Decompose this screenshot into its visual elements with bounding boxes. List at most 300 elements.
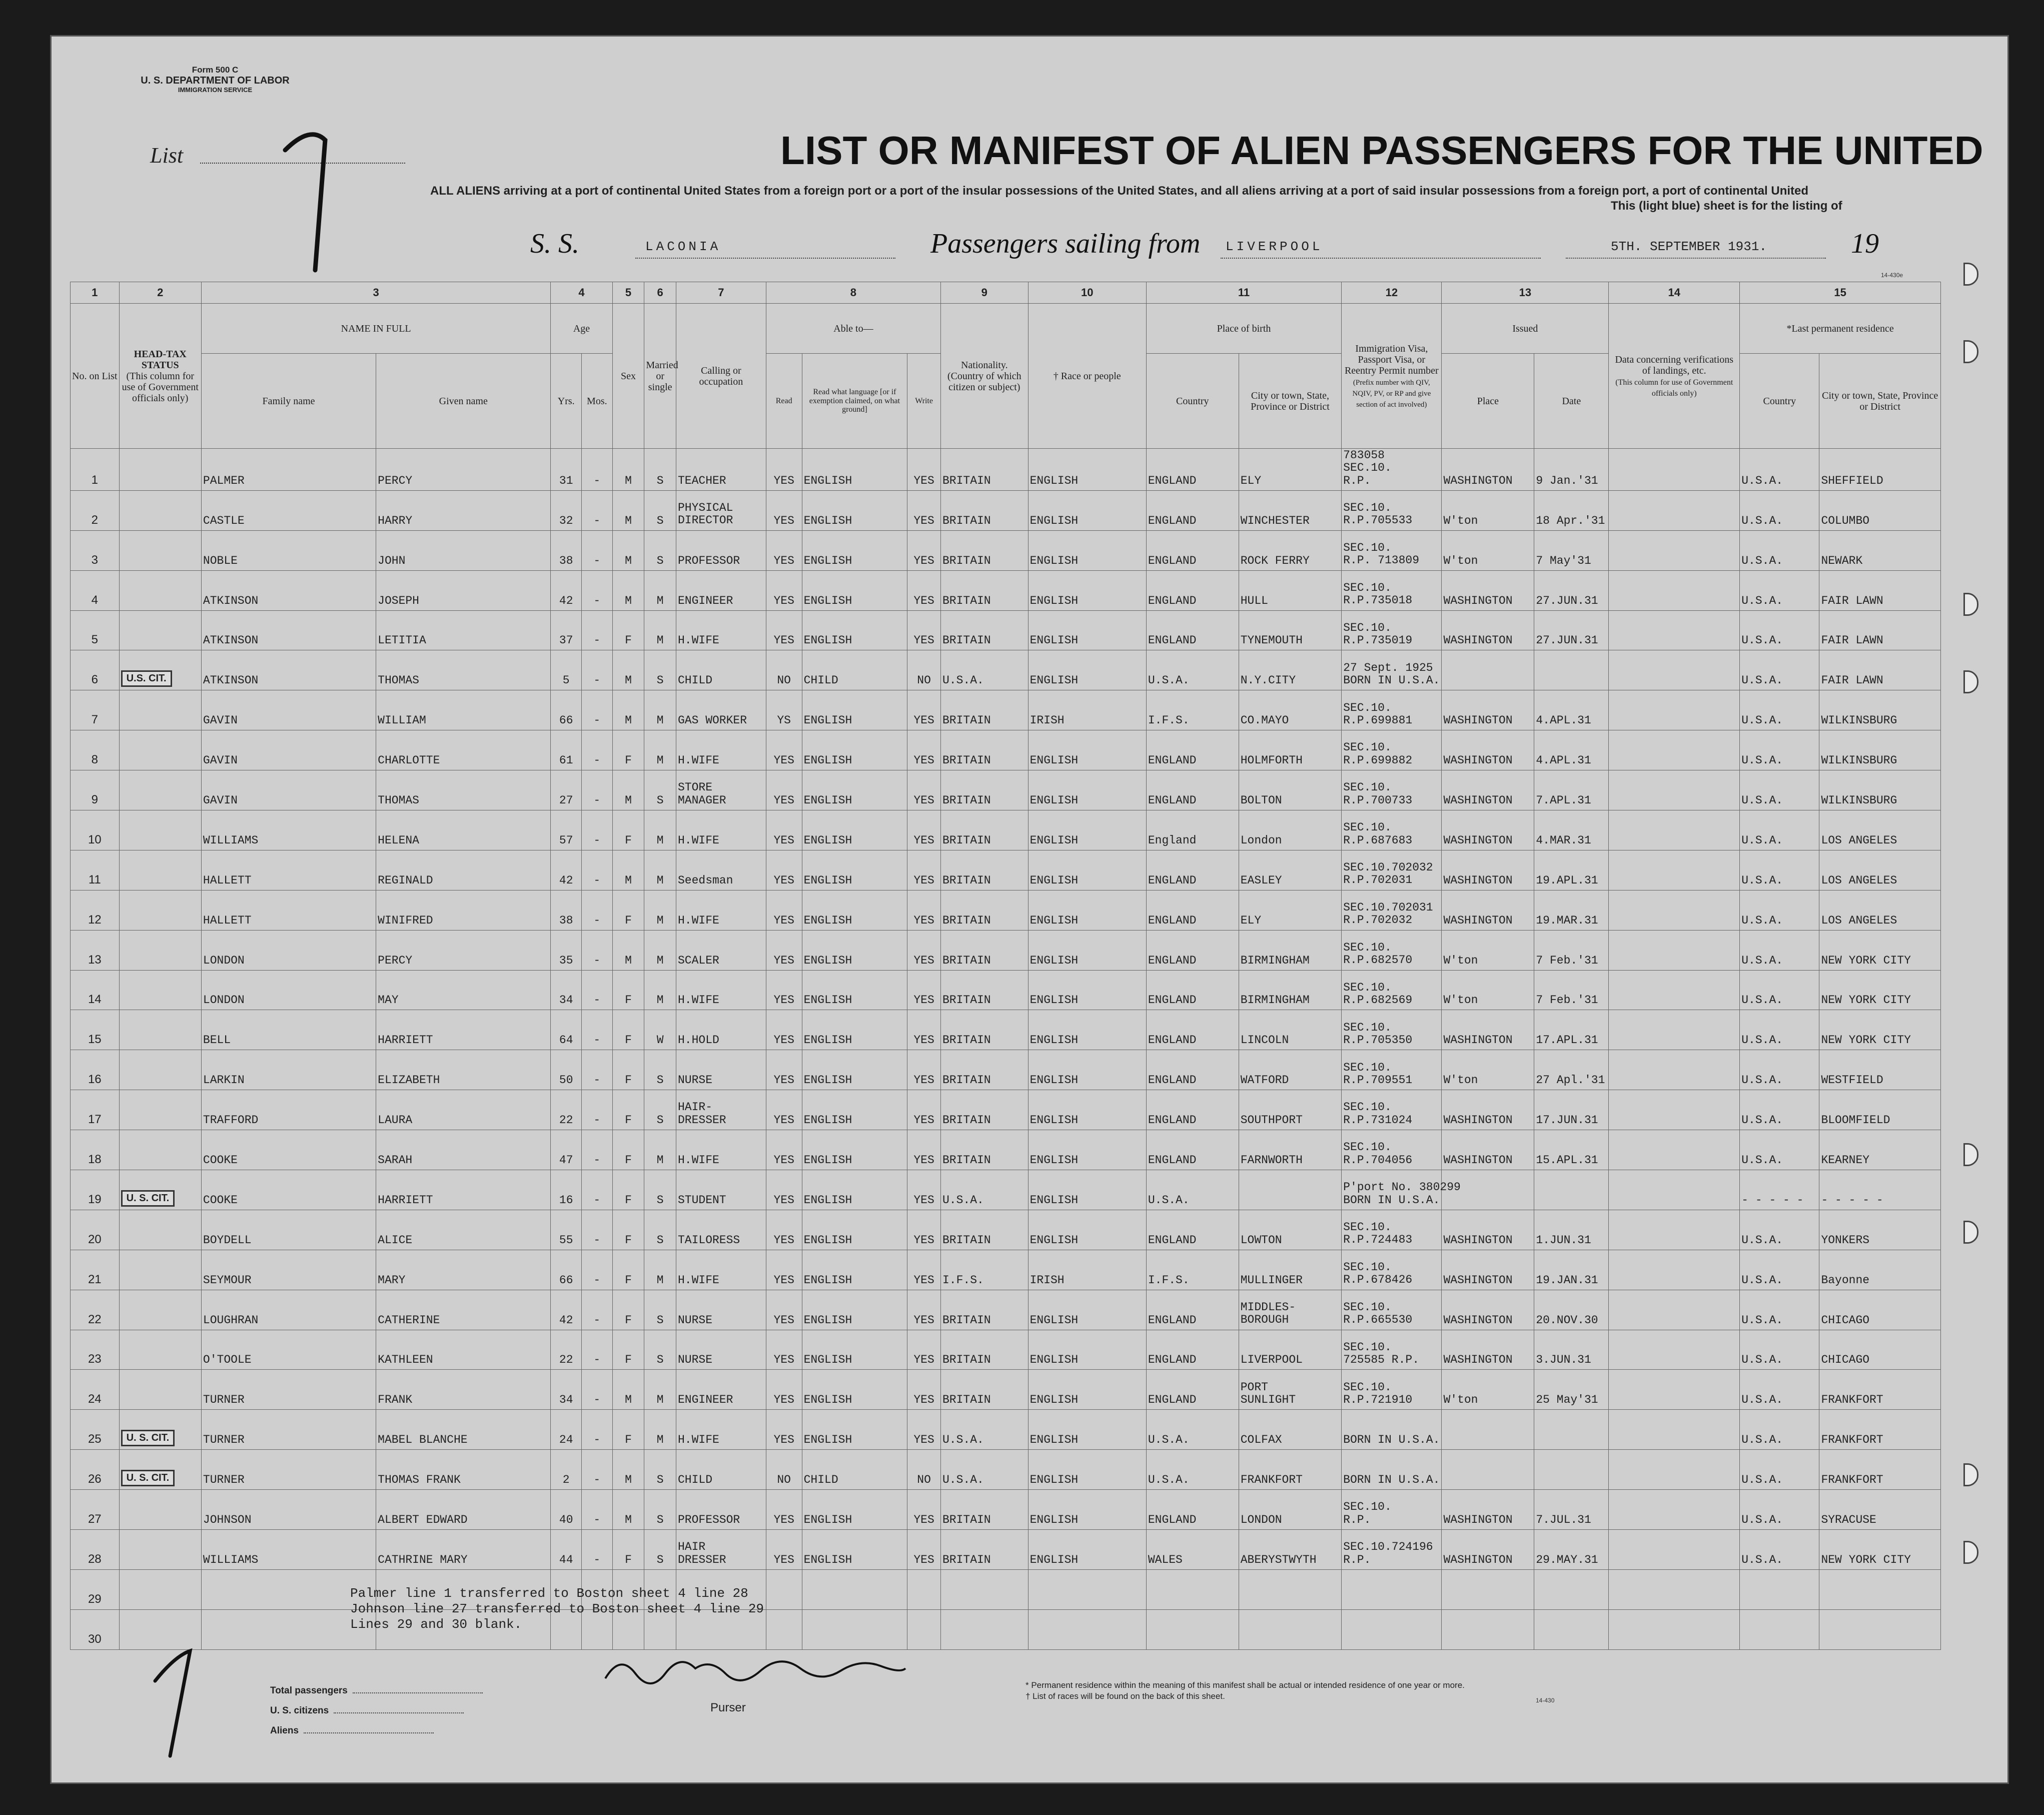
marital-status	[644, 650, 676, 690]
occupation	[676, 1330, 766, 1370]
birth-city	[1239, 1210, 1341, 1250]
row-number-text: 16	[88, 1073, 102, 1087]
can-read-text: YES	[773, 1114, 794, 1127]
col-num-2: 2	[119, 282, 201, 304]
nationality	[940, 810, 1028, 850]
verification	[1609, 690, 1740, 730]
verification	[1609, 1450, 1740, 1490]
residence-city	[1819, 1290, 1941, 1330]
can-write-text: NO	[917, 674, 931, 687]
row-number-text: 23	[88, 1352, 102, 1366]
visa-number	[1342, 530, 1442, 570]
table-row	[71, 1050, 1941, 1090]
birth-city-text: HULL	[1240, 594, 1268, 607]
race-text: ENGLISH	[1030, 1193, 1079, 1207]
can-write	[907, 890, 941, 930]
header-given-name: Given name	[376, 354, 551, 449]
can-write	[907, 1250, 941, 1290]
issued-place-text: W'ton	[1443, 514, 1478, 527]
table-row	[71, 650, 1941, 690]
can-read	[766, 1090, 802, 1130]
age-months	[582, 730, 613, 770]
marital-status	[644, 1370, 676, 1410]
age-months	[582, 1290, 613, 1330]
residence-city	[1819, 490, 1941, 530]
can-write	[907, 1010, 941, 1050]
header-visa	[1342, 304, 1442, 449]
marital-status	[644, 449, 676, 491]
nationality	[940, 1609, 1028, 1649]
race	[1028, 1529, 1146, 1569]
race-text: ENGLISH	[1030, 1233, 1079, 1247]
issued-date-text: 29.MAY.31	[1536, 1553, 1598, 1566]
issued-place-text: WASHINGTON	[1443, 1153, 1513, 1167]
issued-date	[1534, 970, 1609, 1010]
row-number-text: 29	[88, 1592, 102, 1606]
nationality-text: BRITAIN	[942, 1553, 991, 1566]
row-number-text: 1	[91, 473, 98, 487]
race	[1028, 1450, 1146, 1490]
can-read	[766, 1210, 802, 1250]
nationality	[940, 490, 1028, 530]
can-write	[907, 490, 941, 530]
race-text: ENGLISH	[1030, 1393, 1079, 1407]
birth-country	[1146, 930, 1239, 970]
occupation	[676, 449, 766, 491]
birth-city	[1239, 570, 1341, 610]
family-name-text: TURNER	[203, 1433, 245, 1447]
total-passengers-line	[270, 1681, 483, 1701]
birth-country	[1146, 810, 1239, 850]
residence-city-text: WILKINSBURG	[1821, 714, 1897, 727]
issued-place	[1442, 970, 1534, 1010]
age-months	[582, 1090, 613, 1130]
nationality-text: BRITAIN	[942, 554, 991, 567]
birth-city-text: London	[1240, 833, 1282, 847]
can-read	[766, 1450, 802, 1490]
head-tax-status	[119, 890, 201, 930]
sex-text: F	[625, 1193, 632, 1207]
read-language	[802, 1529, 907, 1569]
read-language-text: ENGLISH	[803, 954, 852, 967]
family-name-text: TRAFFORD	[203, 1114, 259, 1127]
sex	[612, 1410, 644, 1450]
can-read	[766, 690, 802, 730]
issued-date	[1534, 1450, 1609, 1490]
birth-country-text: ENGLAND	[1148, 1153, 1197, 1167]
issued-place	[1442, 730, 1534, 770]
birth-city	[1239, 1090, 1341, 1130]
page-title: LIST OR MANIFEST OF ALIEN PASSENGERS FOR THE UNITED	[780, 128, 1983, 173]
header-birth-country: Country	[1146, 354, 1239, 449]
head-tax-status	[119, 1130, 201, 1170]
table-row	[71, 449, 1941, 491]
issued-date	[1534, 570, 1609, 610]
marital-status-text: S	[656, 1553, 664, 1566]
issued-place-text: WASHINGTON	[1443, 1273, 1513, 1287]
sex-text: M	[625, 1473, 632, 1487]
can-read	[766, 770, 802, 810]
residence-city	[1819, 930, 1941, 970]
can-write	[907, 810, 941, 850]
nationality-text: U.S.A.	[942, 1193, 984, 1207]
occupation-text: PROFESSOR	[677, 1513, 740, 1526]
occupation-text: ENGINEER	[677, 594, 733, 607]
birth-city-text: EASLEY	[1240, 873, 1282, 887]
age-months	[582, 1529, 613, 1569]
can-read	[766, 730, 802, 770]
nationality	[940, 650, 1028, 690]
sex	[612, 530, 644, 570]
issued-date	[1534, 930, 1609, 970]
visa-number	[1342, 1330, 1442, 1370]
marital-status-text: S	[656, 793, 664, 807]
verification	[1609, 810, 1740, 850]
occupation	[676, 930, 766, 970]
verification	[1609, 770, 1740, 810]
issued-date-text: 19.JAN.31	[1536, 1273, 1598, 1287]
marital-status-text: S	[656, 554, 664, 567]
birth-country	[1146, 1250, 1239, 1290]
residence-country	[1740, 1210, 1819, 1250]
issued-date-text: 15.APL.31	[1536, 1153, 1598, 1167]
sex-text: M	[625, 1513, 632, 1526]
marital-status	[644, 770, 676, 810]
issued-date	[1534, 770, 1609, 810]
issued-date-text: 9 Jan.'31	[1536, 474, 1598, 487]
row-number	[71, 810, 120, 850]
read-language	[802, 690, 907, 730]
race	[1028, 650, 1146, 690]
occupation-text: CHILD	[677, 674, 712, 687]
header-verification-note: (This column for use of Government officials only)	[1615, 378, 1733, 398]
head-tax-status	[119, 810, 201, 850]
verification	[1609, 850, 1740, 890]
visa-number-text: SEC.10.702031 R.P.702032	[1343, 901, 1433, 927]
issued-date-text: 3.JUN.31	[1536, 1353, 1591, 1367]
race	[1028, 730, 1146, 770]
sex-text: M	[625, 1393, 632, 1407]
birth-country	[1146, 1410, 1239, 1450]
sex-text: M	[625, 793, 632, 807]
header-family-name: Family name	[201, 354, 376, 449]
residence-country-text: U.S.A.	[1741, 554, 1783, 567]
family-name	[201, 1490, 376, 1530]
can-write	[907, 1490, 941, 1530]
row-number-text: 11	[88, 872, 101, 886]
nationality	[940, 730, 1028, 770]
read-language	[802, 610, 907, 650]
nationality-text: BRITAIN	[942, 594, 991, 607]
visa-number	[1342, 1529, 1442, 1569]
sex	[612, 650, 644, 690]
row-number	[71, 1090, 120, 1130]
table-row	[71, 810, 1941, 850]
birth-city	[1239, 1330, 1341, 1370]
given-name-text: THOMAS	[378, 674, 419, 687]
family-name-text: ATKINSON	[203, 634, 259, 647]
race-text: ENGLISH	[1030, 474, 1079, 487]
nationality-text: I.F.S.	[942, 1273, 984, 1287]
read-language-text: CHILD	[803, 674, 838, 687]
marital-status-text: M	[656, 634, 664, 647]
residence-city-text: WESTFIELD	[1821, 1074, 1883, 1087]
residence-country-text: U.S.A.	[1741, 1233, 1783, 1247]
residence-country-text: U.S.A.	[1741, 833, 1783, 847]
can-write-text: YES	[913, 594, 934, 607]
given-name	[376, 1410, 551, 1450]
verification	[1609, 1569, 1740, 1609]
can-write-text: YES	[913, 514, 934, 527]
sex	[612, 1250, 644, 1290]
occupation-text: NURSE	[677, 1313, 712, 1327]
read-language	[802, 570, 907, 610]
birth-city	[1239, 1250, 1341, 1290]
residence-city	[1819, 1090, 1941, 1130]
nationality	[940, 1130, 1028, 1170]
can-write-text: YES	[913, 474, 934, 487]
can-read	[766, 650, 802, 690]
visa-number	[1342, 570, 1442, 610]
residence-country	[1740, 810, 1819, 850]
residence-country	[1740, 970, 1819, 1010]
head-tax-status	[119, 1490, 201, 1530]
total-passengers-label: Total passengers	[270, 1685, 348, 1696]
occupation	[676, 970, 766, 1010]
birth-city-text: MULLINGER	[1240, 1273, 1303, 1287]
visa-number	[1342, 490, 1442, 530]
residence-country-text: U.S.A.	[1741, 994, 1783, 1007]
birth-country-text: U.S.A.	[1148, 1433, 1190, 1447]
age-years-text: 50	[559, 1074, 573, 1087]
given-name-text: ALICE	[378, 1233, 413, 1247]
given-name-text: MAY	[378, 994, 399, 1007]
residence-country	[1740, 1410, 1819, 1450]
can-write-text: YES	[913, 714, 934, 727]
sex-text: M	[625, 554, 632, 567]
row-number-text: 9	[91, 792, 98, 806]
col-num-11: 11	[1146, 282, 1341, 304]
given-name	[376, 930, 551, 970]
residence-city	[1819, 1490, 1941, 1530]
header-last-residence: *Last permanent residence	[1740, 304, 1941, 354]
age-months-text: -	[593, 1513, 601, 1526]
can-read	[766, 449, 802, 491]
issued-place	[1442, 690, 1534, 730]
verification	[1609, 1490, 1740, 1530]
verification	[1609, 570, 1740, 610]
verification	[1609, 610, 1740, 650]
us-citizens-dots	[334, 1712, 464, 1713]
given-name	[376, 1370, 551, 1410]
family-name	[201, 1410, 376, 1450]
read-language	[802, 1010, 907, 1050]
birth-country-text: ENGLAND	[1148, 634, 1197, 647]
age-months	[582, 1010, 613, 1050]
verification	[1609, 1090, 1740, 1130]
issued-place-text: WASHINGTON	[1443, 1313, 1513, 1327]
birth-city	[1239, 1450, 1341, 1490]
birth-city	[1239, 1370, 1341, 1410]
row-number-text: 22	[88, 1312, 102, 1326]
read-language-text: ENGLISH	[803, 714, 852, 727]
family-name	[201, 770, 376, 810]
family-name	[201, 1050, 376, 1090]
age-years-text: 55	[559, 1233, 573, 1247]
nationality-text: BRITAIN	[942, 754, 991, 767]
sex	[612, 890, 644, 930]
residence-city	[1819, 530, 1941, 570]
occupation	[676, 1090, 766, 1130]
nationality	[940, 1529, 1028, 1569]
residence-city	[1819, 1450, 1941, 1490]
issued-date	[1534, 530, 1609, 570]
residence-country-text: U.S.A.	[1741, 1473, 1783, 1487]
marital-status	[644, 930, 676, 970]
birth-country	[1146, 1450, 1239, 1490]
birth-city	[1239, 810, 1341, 850]
head-tax-status	[119, 1210, 201, 1250]
issued-place-text: WASHINGTON	[1443, 914, 1513, 927]
birth-country	[1146, 570, 1239, 610]
read-language	[802, 1370, 907, 1410]
given-name-text: THOMAS FRANK	[378, 1473, 461, 1487]
birth-country	[1146, 1170, 1239, 1210]
header-read-language: Read what language [or if exemption claimed, on what ground]	[802, 354, 907, 449]
sex	[612, 1330, 644, 1370]
nationality-text: BRITAIN	[942, 474, 991, 487]
can-write	[907, 449, 941, 491]
row-number	[71, 1370, 120, 1410]
nationality-text: BRITAIN	[942, 1313, 991, 1327]
issued-date-text: 7 May'31	[1536, 554, 1591, 567]
head-tax-status	[119, 570, 201, 610]
given-name-text: FRANK	[378, 1393, 413, 1407]
birth-city-text: FARNWORTH	[1240, 1153, 1303, 1167]
row-number	[71, 1050, 120, 1090]
us-citizens-label: U. S. citizens	[270, 1705, 329, 1716]
age-months	[582, 1450, 613, 1490]
nationality-text: U.S.A.	[942, 1473, 984, 1487]
can-read-text: YES	[773, 1233, 794, 1247]
occupation-text: STUDENT	[677, 1193, 726, 1207]
birth-city	[1239, 1490, 1341, 1530]
read-language	[802, 1130, 907, 1170]
age-months	[582, 1490, 613, 1530]
family-name-text: SEYMOUR	[203, 1273, 252, 1287]
nationality-text: BRITAIN	[942, 1114, 991, 1127]
residence-country	[1740, 449, 1819, 491]
issued-place-text: WASHINGTON	[1443, 594, 1513, 607]
birth-country	[1146, 970, 1239, 1010]
can-read	[766, 1250, 802, 1290]
residence-city	[1819, 570, 1941, 610]
sex	[612, 1370, 644, 1410]
can-read-text: YES	[773, 1153, 794, 1167]
sex	[612, 850, 644, 890]
race	[1028, 610, 1146, 650]
race	[1028, 770, 1146, 810]
birth-country	[1146, 1210, 1239, 1250]
row-number	[71, 570, 120, 610]
race	[1028, 1050, 1146, 1090]
visa-number	[1342, 890, 1442, 930]
age-years	[551, 970, 582, 1010]
age-years-text: 57	[559, 833, 573, 847]
can-write-text: YES	[913, 1193, 934, 1207]
visa-number-text: SEC.10. R.P.709551	[1343, 1061, 1413, 1087]
birth-city	[1239, 890, 1341, 930]
can-write-text: YES	[913, 793, 934, 807]
visa-number	[1342, 1490, 1442, 1530]
occupation	[676, 530, 766, 570]
birth-city-text: PORT SUNLIGHT	[1240, 1380, 1296, 1407]
read-language-text: ENGLISH	[803, 1553, 852, 1566]
marital-status-text: M	[656, 954, 664, 967]
can-read	[766, 1569, 802, 1609]
occupation-text: HAIR DRESSER	[677, 1540, 726, 1566]
residence-country	[1740, 1170, 1819, 1210]
residence-country-text: U.S.A.	[1741, 1313, 1783, 1327]
can-read	[766, 490, 802, 530]
can-write	[907, 1450, 941, 1490]
occupation	[676, 1370, 766, 1410]
race	[1028, 1490, 1146, 1530]
master-signature	[600, 1648, 910, 1693]
can-write	[907, 610, 941, 650]
residence-city	[1819, 1050, 1941, 1090]
can-write-text: YES	[913, 914, 934, 927]
can-read-text: YES	[773, 833, 794, 847]
table-row	[71, 1450, 1941, 1490]
row-number	[71, 1250, 120, 1290]
family-name	[201, 850, 376, 890]
given-name	[376, 1490, 551, 1530]
residence-country-text: U.S.A.	[1741, 954, 1783, 967]
age-years	[551, 1529, 582, 1569]
marital-status-text: M	[656, 594, 664, 607]
residence-country	[1740, 1490, 1819, 1530]
aliens-label: Aliens	[270, 1725, 299, 1736]
family-name-text: BOYDELL	[203, 1233, 252, 1247]
visa-number-text: SEC.10. R.P.724483	[1343, 1221, 1413, 1247]
marital-status	[644, 1130, 676, 1170]
age-months-text: -	[593, 1153, 601, 1167]
visa-number-text: SEC.10. R.P.731024	[1343, 1101, 1413, 1127]
transfer-notes	[350, 1586, 764, 1633]
marital-status-text: M	[656, 994, 664, 1007]
occupation	[676, 690, 766, 730]
read-language-text: ENGLISH	[803, 1313, 852, 1327]
can-write-text: YES	[913, 1273, 934, 1287]
residence-city	[1819, 1130, 1941, 1170]
note-line-2: Johnson line 27 transferred to Boston sheet 4 line 29	[350, 1601, 764, 1617]
row-number	[71, 1490, 120, 1530]
family-name	[201, 970, 376, 1010]
residence-city	[1819, 730, 1941, 770]
row-number-text: 27	[88, 1512, 102, 1526]
race-text: ENGLISH	[1030, 793, 1079, 807]
occupation	[676, 850, 766, 890]
birth-country-text: ENGLAND	[1148, 594, 1197, 607]
residence-country	[1740, 530, 1819, 570]
family-name-text: TURNER	[203, 1473, 245, 1487]
issued-date-text: 4.MAR.31	[1536, 833, 1591, 847]
age-years	[551, 1130, 582, 1170]
can-read-text: YES	[773, 914, 794, 927]
can-read	[766, 1290, 802, 1330]
can-read-text: YES	[773, 954, 794, 967]
